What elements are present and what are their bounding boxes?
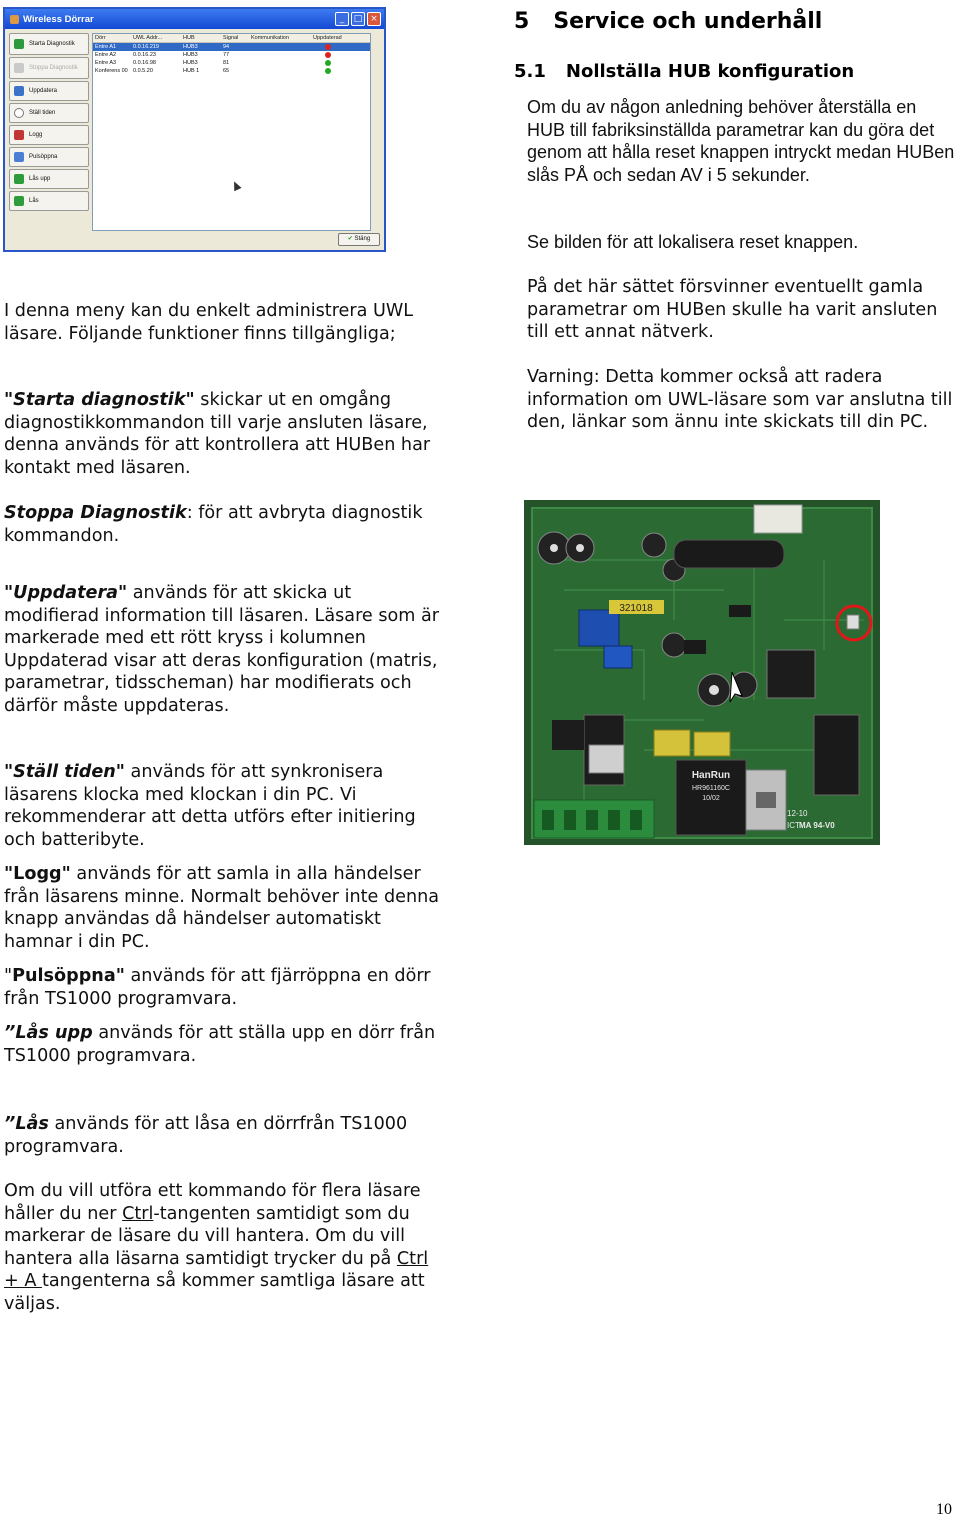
column-door[interactable]: Dörr: [95, 35, 106, 41]
lock-icon: [14, 196, 24, 206]
stop-diagnostic-button[interactable]: Stoppa Diagnostik: [9, 57, 89, 79]
update-icon: [14, 86, 24, 96]
list-row[interactable]: Entre A1 0.0.16.219 HUB3 94: [93, 43, 370, 51]
update-paragraph: "Uppdatera" används för att skicka ut modifierad information till läsaren. Läsare som är markerade med ett rött kryss i kolumnen Uppdaterad visar att deras konfiguration (matris, parametrar, tidsscheman) har modifierats och därför måste uppdateras.: [4, 583, 440, 716]
action-buttons: [9, 33, 89, 213]
see-image-paragraph: Se bilden för att lokalisera reset knappen.: [527, 232, 859, 252]
list-row[interactable]: Konferens 00 0.0.5.20 HUB 1 65: [93, 67, 370, 75]
section-heading: 5 Service och underhåll: [514, 9, 823, 34]
log-button[interactable]: Logg: [9, 125, 89, 145]
intro-paragraph: I denna meny kan du enkelt administrera UWL läsare. Följande funktioner finns tillgängliga;: [4, 301, 414, 344]
updated-icon: [325, 60, 331, 66]
app-icon: [10, 15, 19, 24]
log-paragraph: "Logg" används för att samla in alla händelser från läsarens minne. Normalt behöver inte denna knapp användas då händelser automatiskt hamnar i din PC.: [4, 864, 440, 952]
start-diagnostic-button[interactable]: Starta Diagnostik: [9, 33, 89, 55]
column-hub[interactable]: HUB: [183, 35, 195, 41]
check-icon: ✔: [347, 236, 355, 242]
reset-paragraph: Om du av någon anledning behöver återställa en HUB till fabriksinställda parametrar kan du göra det genom att hålla reset knappen intryckt medan HUBen slås PÅ och sedan AV i 5 sekunder.: [527, 97, 955, 185]
start-icon: [14, 39, 24, 49]
set-time-paragraph: "Ställ tiden" används för att synkronisera läsarens klocka med klockan i din PC. Vi rekommenderar att detta utförs efter initiering och batteribyte.: [4, 762, 416, 850]
pulse-open-paragraph: "Pulsöppna" används för att fjärröppna en dörr från TS1000 programvara.: [4, 966, 431, 1009]
column-communication[interactable]: Kommunikation: [251, 35, 289, 41]
update-button[interactable]: Uppdatera: [9, 81, 89, 101]
unlock-icon: [14, 174, 24, 184]
page-number: 10: [936, 1501, 952, 1518]
board-label-date: 10/02: [702, 795, 720, 802]
window-controls: [335, 12, 381, 26]
board-label-date-code: 12-10: [787, 809, 808, 818]
clock-icon: [14, 108, 24, 118]
stop-diagnostic-paragraph: Stoppa Diagnostik: för att avbryta diagnostik kommandon.: [4, 503, 423, 546]
hub-circuit-board-image: [524, 500, 880, 845]
column-address[interactable]: UWL Addr...: [133, 35, 163, 41]
list-row[interactable]: Entre A2 0.0.16.23 HUB3 77: [93, 51, 370, 59]
log-icon: [14, 130, 24, 140]
old-parameters-paragraph: På det här sättet försvinner eventuellt gamla parametrar om HUBen skulle ha varit ansluten till ett annat nätverk.: [527, 277, 938, 342]
ctrl-key: Ctrl: [122, 1203, 154, 1224]
subsection-heading: 5.1 Nollställa HUB konfiguration: [514, 61, 855, 82]
pulse-open-button[interactable]: Pulsöppna: [9, 147, 89, 167]
start-diagnostic-paragraph: "Starta diagnostik" skickar ut en omgång diagnostikkommandon till varje ansluten läsare, denna används för att kontrollera att HUBen har kontakt med läsaren.: [4, 390, 431, 478]
list-row[interactable]: Entre A3 0.0.16.98 HUB3 81: [93, 59, 370, 67]
lock-button[interactable]: Lås: [9, 191, 89, 211]
board-label-hanrun: HanRun: [691, 770, 731, 781]
close-button[interactable]: ✔ Stäng: [338, 233, 380, 246]
close-icon[interactable]: ×: [367, 12, 381, 26]
unlock-button[interactable]: Lås upp: [9, 169, 89, 189]
board-label-rating: MA 94-V0: [799, 821, 835, 830]
ctrl-a-keys: Ctrl + A: [4, 1248, 429, 1291]
column-updated[interactable]: Uppdaterad: [313, 35, 342, 41]
minimize-icon[interactable]: _: [335, 12, 349, 26]
window-title: Wireless Dörrar: [23, 13, 94, 25]
warning-paragraph: Varning: Detta kommer också att radera information om UWL-läsare som var anslutna till den, länkar som ännu inte skickats till din PC.: [527, 367, 953, 432]
lock-paragraph: ”Lås används för att låsa en dörrfrån TS1000 programvara.: [4, 1114, 408, 1157]
board-label-ict: ICT: [787, 821, 800, 830]
board-label-part: HR961160C: [691, 785, 731, 792]
board-label-321018: 321018: [619, 603, 653, 614]
not-updated-icon: [325, 44, 331, 50]
reader-list[interactable]: [92, 33, 371, 231]
window-titlebar: [5, 9, 384, 29]
maximize-icon[interactable]: □: [351, 12, 365, 26]
not-updated-icon: [325, 52, 331, 58]
column-signal[interactable]: Signal: [223, 35, 239, 41]
set-time-button[interactable]: Ställ tiden: [9, 103, 89, 123]
list-header: [93, 34, 370, 43]
updated-icon: [325, 68, 331, 74]
stop-icon: [14, 63, 24, 73]
ctrl-paragraph: Om du vill utföra ett kommando för flera läsare håller du ner Ctrl-tangenten samtidigt som du markerar de läsare du vill hantera. Om du vill hantera alla läsarna samtidigt trycker du på Ctrl + A tangenterna så kommer samtliga läsare att väljas.: [4, 1181, 429, 1314]
pulse-icon: [14, 152, 24, 162]
unlock-paragraph: ”Lås upp används för att ställa upp en dörr från TS1000 programvara.: [4, 1023, 436, 1066]
hub-window-screenshot: [3, 7, 386, 252]
